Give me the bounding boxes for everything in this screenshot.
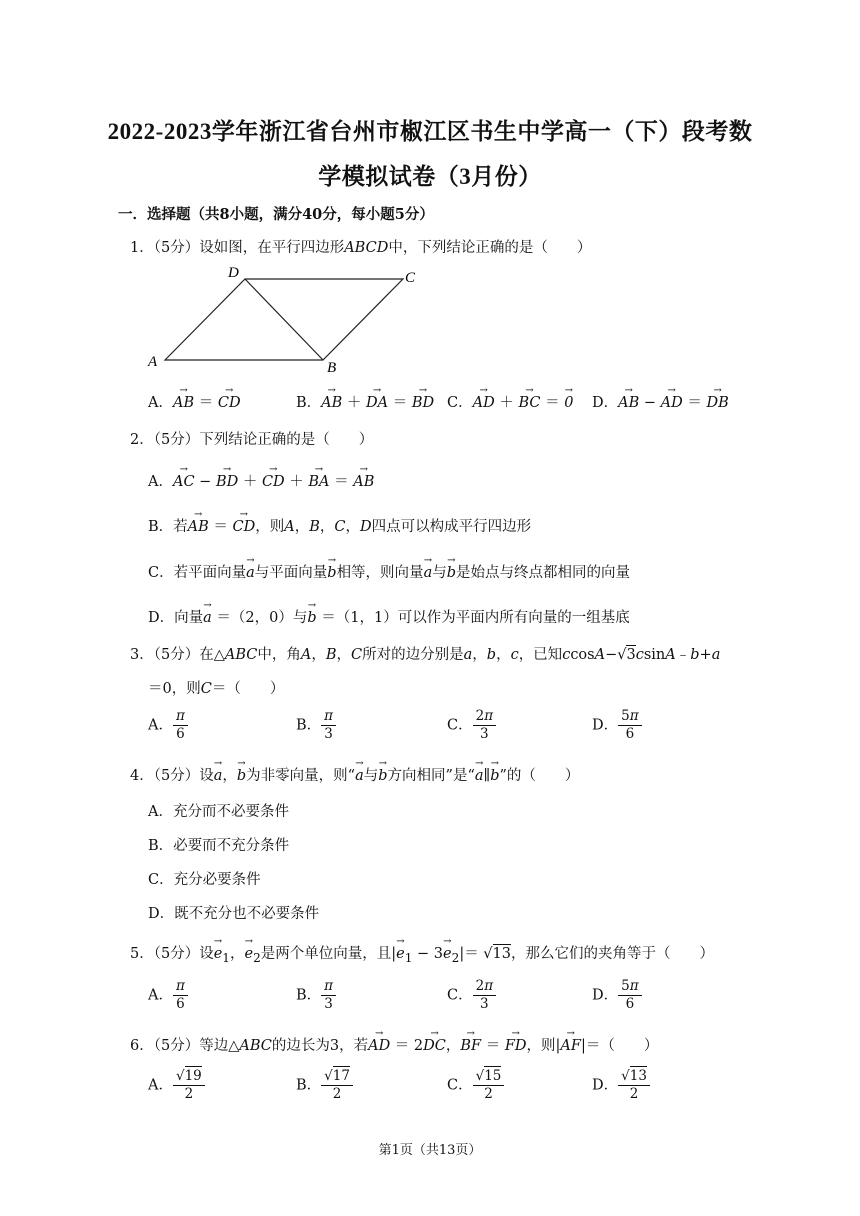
q1-option-a: A．→ AB ＝ → CD <box>148 391 241 412</box>
q5-option-d: D． $\frac{5\pi}{6}$ <box>592 978 642 1013</box>
label-C: C <box>405 270 416 286</box>
question-1-stem: 1．（5分）设如图，在平行四边形ABCD中，下列结论正确的是（ ） <box>130 240 592 256</box>
q5-option-b: B． $\frac{\pi}{3}$ <box>296 978 336 1013</box>
q2-option-b: B．若→ AB ＝ → CD，则A，B，C，D四点可以构成平行四边形 <box>148 515 531 536</box>
section-heading: 一．选择题（共8小题，满分40分，每小题5分） <box>118 206 434 223</box>
q6-option-c: C． $\frac{√15}{2}$ <box>447 1068 504 1103</box>
q3-option-b: B． $\frac{\pi}{3}$ <box>296 708 336 743</box>
q2-option-c: C．若平面向量→ a与平面向量→ b相等，则向量→ a与→ b是始点与终点都相同的向量 <box>148 561 630 582</box>
q4-option-c: C．充分必要条件 <box>148 872 261 888</box>
label-A: A <box>148 354 158 370</box>
q4-option-b: B．必要而不充分条件 <box>148 838 290 854</box>
title-line-2: 学模拟试卷（3月份） <box>318 164 542 189</box>
q2-option-d: D．向量→ a ＝（2，0）与→ b ＝（1，1）可以作为平面内所有向量的一组基底 <box>148 606 630 627</box>
q3-option-c: C． $\frac{2\pi}{3}$ <box>447 708 496 743</box>
question-5-stem: 5．（5分）设→ $e_1$，→ $e_2$是两个单位向量，且|→ $e_1 - 3\to e_2|= √13$，那么它们的夹角等于（ ） <box>130 942 714 965</box>
q1-option-c: C．→ AD ＋ → BC ＝ → 0 <box>447 391 573 412</box>
q3-option-d: D． $\frac{5\pi}{6}$ <box>592 708 642 743</box>
q1-option-b: B．→ AB ＋ → DA ＝ → BD <box>296 391 434 412</box>
parallelogram-figure <box>145 262 435 377</box>
question-6-stem: 6．（5分）等边△ABC的边长为3，若→ AD ＝ 2→ DC，→ BF ＝ → FD，则|→ AF|＝（ ） <box>130 1034 658 1055</box>
page-footer: 第1页（共13页） <box>378 1143 482 1158</box>
q5-option-c: C． $\frac{2\pi}{3}$ <box>447 978 496 1013</box>
q1-option-d: D．→ AB − → AD ＝ → DB <box>592 391 729 412</box>
q2-option-a: A．→ AC − → BD ＋ → CD ＋ → BA ＝ → AB <box>148 470 374 491</box>
q6-option-d: D． $\frac{√13}{2}$ <box>592 1068 650 1103</box>
label-D: D <box>228 265 239 281</box>
q6-option-b: B． $\frac{√17}{2}$ <box>296 1068 353 1103</box>
question-4-stem: 4．（5分）设→ a，→ b为非零向量，则“→ a与→ b方向相同”是“→ a∥→ b”的（ ） <box>130 764 579 785</box>
q4-option-d: D．既不充分也不必要条件 <box>148 906 320 922</box>
question-3-stem-line1: 3．（5分）在△ABC中，角A，B，C所对的边分别是a，b，c，已知ccosA−√3csinA﹣b+a <box>130 647 721 663</box>
q6-option-a: A． $\frac{√19}{2}$ <box>148 1068 205 1103</box>
q5-option-a: A． $\frac{\pi}{6}$ <box>148 978 188 1013</box>
label-B: B <box>327 360 337 376</box>
title-line-1: 2022-2023学年浙江省台州市椒江区书生中学高一（下）段考数 <box>107 119 753 144</box>
q4-option-a: A．充分而不必要条件 <box>148 804 289 820</box>
question-3-stem-line2: ＝0，则C＝（ ） <box>148 681 285 697</box>
q3-option-a: A． $\frac{\pi}{6}$ <box>148 708 188 743</box>
question-2-stem: 2．（5分）下列结论正确的是（ ） <box>130 432 374 448</box>
